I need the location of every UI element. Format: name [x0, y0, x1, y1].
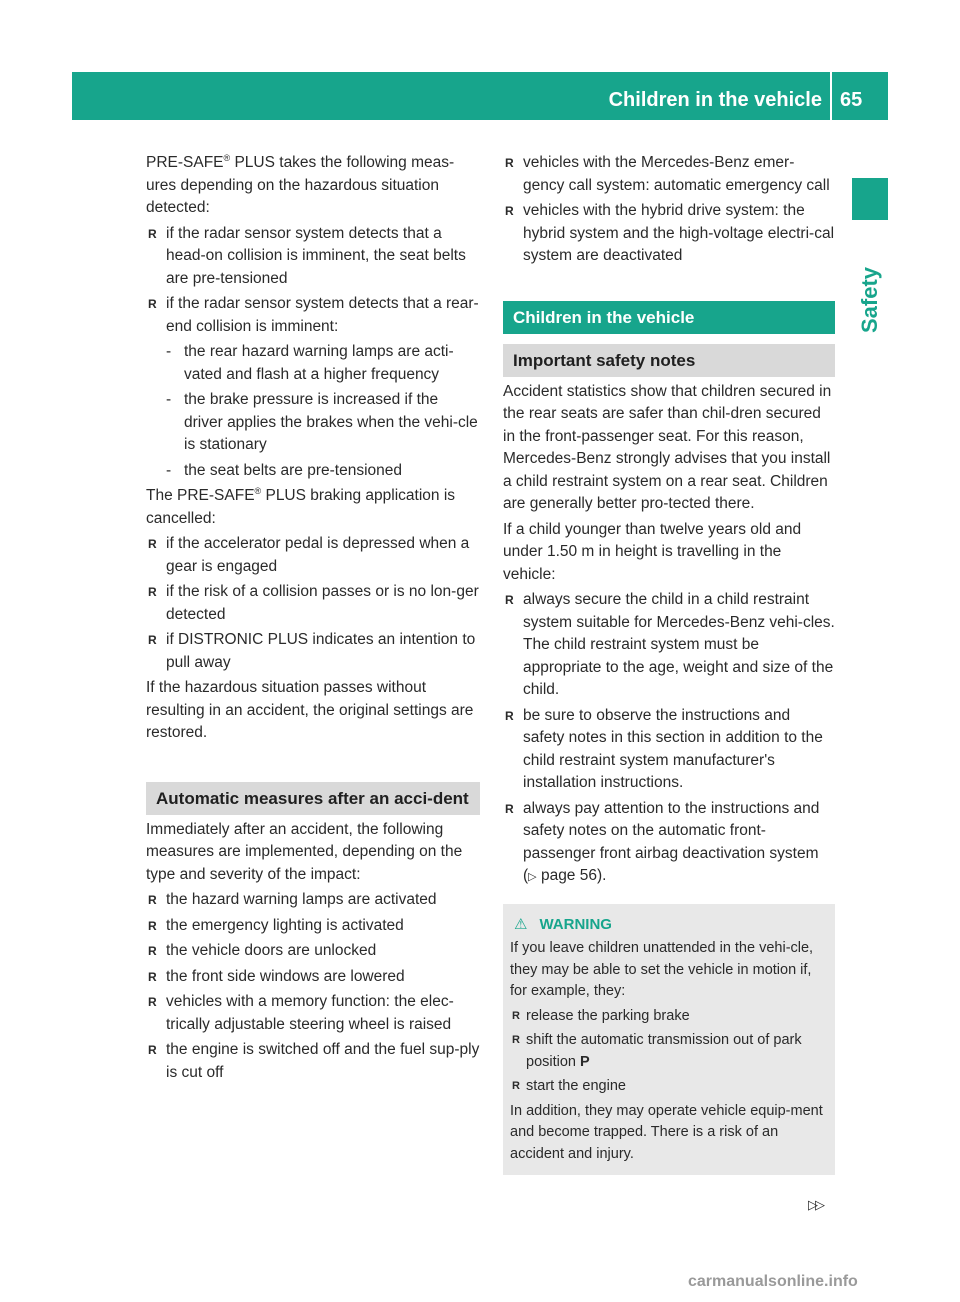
- list-item: R the emergency lighting is activated: [146, 915, 480, 938]
- list-item: R always pay attention to the instructions and safety notes on the automatic front-passenger front airbag deactivation system (▷ page 56).: [503, 798, 835, 889]
- list-item: R vehicles with a memory function: the elec-trically adjustable steering wheel is raised: [146, 991, 480, 1036]
- warning-title: WARNING: [539, 915, 612, 933]
- cancel-list: [146, 533, 480, 674]
- list-item: R shift the automatic transmission out of park position P: [510, 1030, 827, 1073]
- section-heading-safety-notes: Important safety notes: [503, 344, 835, 377]
- page-number: 65: [840, 89, 863, 111]
- cancel-paragraph: The PRE-SAFE® PLUS braking application is cancelled:: [146, 485, 456, 527]
- page-reference-icon: ▷: [528, 871, 537, 883]
- warning-box: [503, 904, 835, 1176]
- page-title: Children in the vehicle: [608, 89, 822, 111]
- warning-intro: If you leave children unattended in the vehi-cle, they may be able to set the vehicle in motion if, for example, they:: [510, 940, 814, 999]
- continue-arrows-icon: ▷▷: [808, 1197, 822, 1212]
- child-safety-list: [503, 589, 835, 889]
- sub-list-item: - the rear hazard warning lamps are acti-vated and flash at a higher frequency: [166, 341, 480, 386]
- section-heading-automatic-measures: Automatic measures after an acci-dent: [146, 782, 480, 815]
- left-column: [146, 152, 480, 1087]
- list-item: R be sure to observe the instructions and safety notes in this section in addition to the child restraint system manufacturer's installation instructions.: [503, 705, 835, 795]
- list-item: R vehicles with the hybrid drive system: the hybrid system and the high-voltage electri-cal system are deactivated: [503, 200, 835, 268]
- sub-list-item: - the seat belts are pre-tensioned: [166, 460, 480, 483]
- child-size-paragraph: If a child younger than twelve years old and under 1.50 m in height is travelling in the vehicle:: [503, 520, 802, 583]
- header-divider: [830, 72, 832, 120]
- list-item: R release the parking brake: [510, 1006, 827, 1028]
- auto-measures-list-continued: [503, 152, 835, 268]
- auto-measures-list: [146, 889, 480, 1084]
- auto-intro-paragraph: Immediately after an accident, the following measures are implemented, depending on the type and severity of the impact:: [146, 820, 463, 883]
- list-item: R if DISTRONIC PLUS indicates an intention to pull away: [146, 629, 480, 674]
- rear-collision-sublist: [166, 341, 480, 482]
- sub-list-item: - the brake pressure is increased if the driver applies the brakes when the vehi-cle is stationary: [166, 389, 480, 457]
- warning-outro: In addition, they may operate vehicle equip-ment and become trapped. There is a risk of an accident and injury.: [510, 1102, 823, 1162]
- intro-paragraph: PRE-SAFE® PLUS takes the following meas-ures depending on the hazardous situation detected:: [146, 152, 455, 216]
- warning-header: [510, 914, 827, 936]
- watermark: carmanualsonline.info: [688, 1273, 858, 1290]
- list-item: R start the engine: [510, 1076, 827, 1098]
- list-item: R always secure the child in a child restraint system suitable for Mercedes-Benz vehi-cles. The child restraint system must be appropriate to the age, weight and size of the child.: [503, 589, 835, 702]
- warning-list: [510, 1006, 827, 1098]
- warning-icon: ⚠: [514, 915, 528, 933]
- list-item: R vehicles with the Mercedes-Benz emer-gency call system: automatic emergency call: [503, 152, 835, 197]
- list-item: R the engine is switched off and the fuel sup-ply is cut off: [146, 1039, 480, 1084]
- side-label: Safety: [857, 266, 882, 334]
- presafe-list: [146, 223, 480, 339]
- list-item: R if the radar sensor system detects that a head-on collision is imminent, the seat belts are pre-tensioned: [146, 223, 480, 291]
- list-item: R if the risk of a collision passes or is no lon-ger detected: [146, 581, 480, 626]
- side-tab-marker: [852, 178, 888, 220]
- list-item: R the front side windows are lowered: [146, 966, 480, 989]
- list-item: R the hazard warning lamps are activated: [146, 889, 480, 912]
- section-heading-children: Children in the vehicle: [503, 301, 835, 334]
- list-item: R if the accelerator pedal is depressed when a gear is engaged: [146, 533, 480, 578]
- list-item: R if the radar sensor system detects that a rear-end collision is imminent:: [146, 293, 480, 338]
- list-item: R the vehicle doors are unlocked: [146, 940, 480, 963]
- restore-paragraph: If the hazardous situation passes without resulting in an accident, the original settings are restored.: [146, 679, 474, 741]
- right-column: [503, 152, 835, 1175]
- statistics-paragraph: Accident statistics show that children secured in the rear seats are safer than chil-dren secured in the front-passenger seat. For this reason, Mercedes-Benz strongly advises that you install a child restraint system on a rear seat. Children are generally better pro-tected there.: [503, 382, 832, 512]
